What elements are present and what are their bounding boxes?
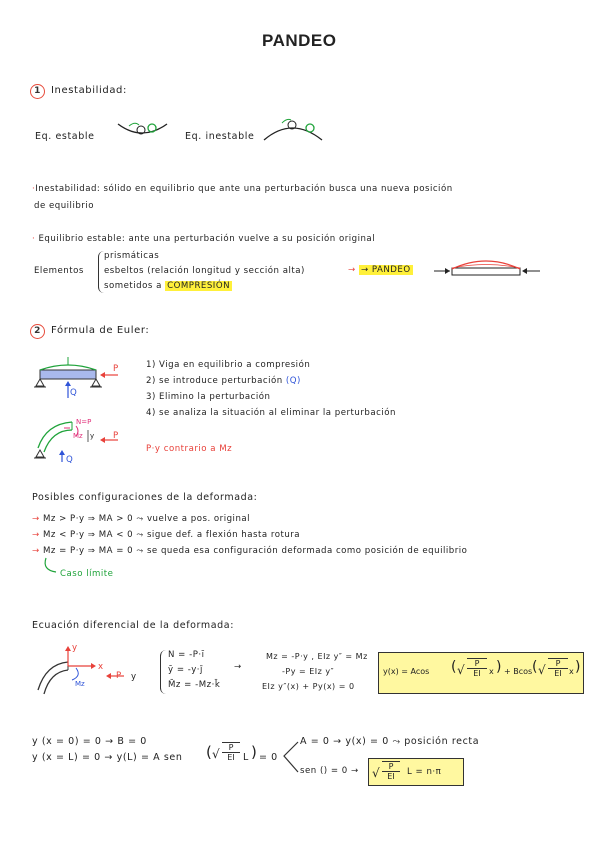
sqrt-symbol: √ [372, 766, 380, 780]
config-3: → Mz = P·y ⇒ MA = 0 ⤳ se queda esa configuración deformada como posición de equilibrio [32, 546, 468, 556]
pandeo-result: → → PANDEO [348, 265, 411, 275]
compresion-highlight: COMPRESIÓN [167, 281, 231, 291]
definition-text: sólido en equilibrio que ante una perturbación busca una nueva posición [103, 184, 453, 194]
paren-open: ( [206, 743, 212, 761]
definition-continuation: de equilibrio [34, 201, 94, 211]
system-eq-1: N = -P·ī [168, 650, 205, 660]
normal-force-label: N=P [76, 418, 92, 426]
config-text: Mz > P·y ⇒ MA > 0 ⤳ vuelve a pos. original [42, 514, 251, 524]
section-title: Inestabilidad: [51, 85, 127, 96]
euler-step-1: 1) Viga en equilibrio a compresión [146, 360, 311, 370]
paren-close: ) [251, 743, 257, 761]
fraction-denominator: EI [382, 771, 400, 781]
paren-open: ( [532, 659, 538, 675]
fraction-numerator: P [555, 659, 561, 668]
pandeo-highlight: → PANDEO [360, 265, 411, 275]
paren-close: ) [575, 659, 581, 675]
config-2: → Mz < P·y ⇒ MA < 0 ⤳ sigue def. a flexión hasta rotura [32, 530, 301, 540]
sqrt-radicand [548, 658, 568, 687]
step-text: 2) se introduce perturbación [146, 376, 283, 386]
moment-mz-label: Mz [75, 680, 85, 688]
fraction-numerator: P [388, 762, 394, 771]
section-3-heading: Posibles configuraciones de la deformada: [32, 492, 258, 503]
definition-inestabilidad: ·Inestabilidad: sólido en equilibrio que ante una perturbación busca una nueva posición [32, 184, 453, 194]
config-1: → Mz > P·y ⇒ MA > 0 ⤳ vuelve a pos. original [32, 514, 251, 524]
case-sen-zero: sen () = 0 → [300, 766, 359, 776]
buckling-beam-icon [432, 255, 544, 285]
equals-zero: = 0 [259, 752, 278, 763]
force-q-label: Q [66, 455, 74, 465]
fraction-denominator: EI [467, 668, 487, 678]
definition-text: Equilibrio estable: ante una perturbación vuelve a su posición original [38, 234, 376, 244]
result-eq-2: -Py = EIz y″ [282, 667, 335, 676]
elemento-prismaticas: prismáticas [104, 251, 160, 261]
config-text: Mz = P·y ⇒ MA = 0 ⤳ se queda esa configuración deformada como posición de equilibrio [42, 546, 468, 556]
boundary-condition-1: y (x = 0) = 0 → B = 0 [32, 736, 147, 747]
section-2-heading [30, 324, 149, 339]
force-q-label: Q [70, 388, 78, 398]
sqrt-symbol: √ [212, 747, 220, 761]
result-eq-1: Mz = -P·y , EIz y″ = Mz [266, 652, 368, 661]
elementos-label: Elementos [34, 266, 84, 276]
definition-label: Inestabilidad: [35, 184, 101, 194]
section-number: 1 [30, 84, 45, 99]
solution-box [378, 652, 584, 694]
caso-limite-arrow [42, 558, 62, 578]
sqrt-symbol: √ [457, 663, 465, 677]
displacement-y-label: y [90, 432, 95, 440]
step-q: (Q) [285, 376, 301, 386]
elemento-compresion [104, 281, 232, 291]
force-p-label: P [113, 431, 119, 441]
system-bracket [160, 650, 167, 694]
beam-compression-diagram [36, 356, 126, 402]
unstable-label: Eq. inestable [185, 131, 255, 142]
displacement-y-label: y [131, 672, 137, 682]
fraction-numerator: P [228, 743, 234, 752]
section-title: Fórmula de Euler: [51, 325, 150, 336]
page-title: PANDEO [262, 31, 337, 50]
sqrt-symbol: √ [538, 663, 546, 677]
critical-condition-box [368, 758, 464, 786]
unstable-equilibrium-icon [262, 118, 324, 143]
fraction-denominator: EI [548, 668, 568, 678]
axis-x-label: x [98, 662, 104, 672]
moment-mz-label: Mz [73, 432, 83, 440]
elemento-esbeltos: esbeltos (relación longitud y sección alta) [104, 266, 305, 276]
system-eq-2: ȳ = -y·j̄ [168, 665, 203, 675]
case-split-brace [280, 738, 300, 778]
py-contrary-note: P·y contrario a Mz [146, 444, 233, 454]
config-text: Mz < P·y ⇒ MA < 0 ⤳ sigue def. a flexión hasta rotura [42, 530, 301, 540]
variable-l: L [243, 752, 249, 763]
force-p-label: P [116, 671, 122, 681]
section-4-heading: Ecuación diferencial de la deformada: [32, 620, 235, 631]
critical-equation: L = n·π [407, 767, 442, 777]
stable-label: Eq. estable [35, 131, 95, 142]
paren-open: ( [451, 659, 457, 675]
definition-equilibrio-estable: · Equilibrio estable: ante una perturbación vuelve a su posición original [32, 234, 376, 244]
system-eq-3: M̄z = -Mz·k̄ [168, 680, 221, 690]
force-p-label: P [113, 364, 119, 374]
caso-limite-label: Caso límite [60, 569, 114, 579]
sqrt-radicand [382, 761, 400, 781]
euler-step-4: 4) se analiza la situación al eliminar la perturbación [146, 408, 396, 418]
sqrt-radicand [222, 742, 240, 762]
section-number: 2 [30, 324, 45, 339]
variable-x: x [569, 667, 574, 676]
implies-arrow: → [234, 662, 242, 672]
elemento-text: sometidos a [104, 281, 162, 291]
fraction-numerator: P [474, 659, 480, 668]
variable-x: x [489, 667, 494, 676]
euler-step-2 [146, 376, 301, 386]
solution-acos: y(x) = Acos [383, 667, 430, 676]
stable-equilibrium-icon [115, 118, 170, 143]
case-a-zero: A = 0 → y(x) = 0 ⤳ posición recta [300, 736, 480, 747]
section-1-heading [30, 84, 127, 99]
axis-y-label: y [72, 643, 78, 653]
fraction-denominator: EI [222, 752, 240, 762]
result-eq-3: EIz y″(x) + Py(x) = 0 [262, 682, 355, 691]
sqrt-radicand [467, 658, 487, 687]
solution-bcos: + Bcos [504, 667, 533, 676]
boundary-condition-2: y (x = L) = 0 → y(L) = A sen [32, 752, 183, 763]
paren-close: ) [496, 659, 502, 675]
euler-step-3: 3) Elimino la perturbación [146, 392, 271, 402]
